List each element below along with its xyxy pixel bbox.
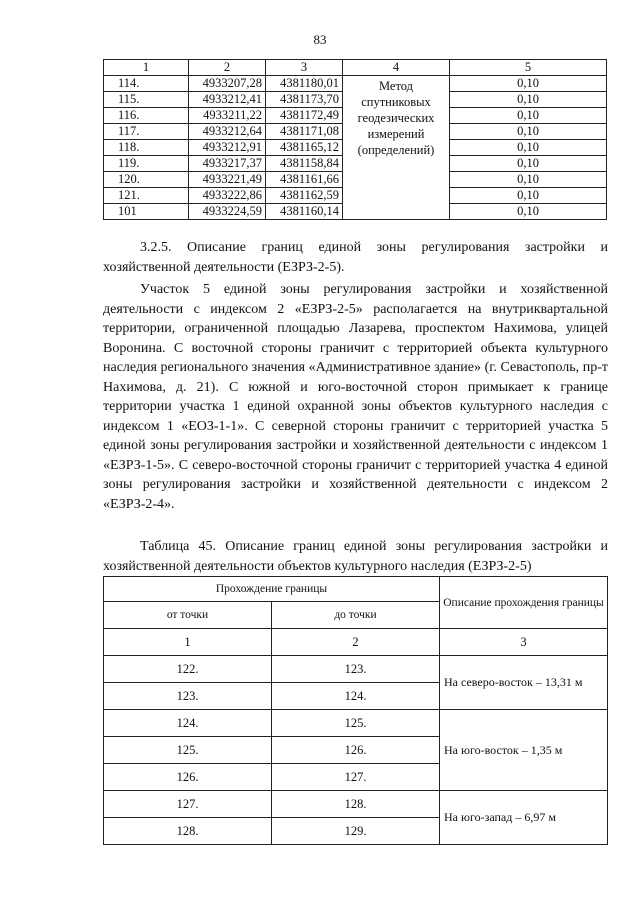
table-row — [104, 656, 608, 683]
table-row — [104, 791, 608, 818]
accuracy: 0,10 — [450, 92, 607, 108]
coord-x: 4933212,91 — [189, 140, 266, 156]
table-header-row — [104, 577, 608, 602]
coord-x: 4933217,37 — [189, 156, 266, 172]
point-number: 117. — [104, 124, 189, 140]
coord-y: 4381171,08 — [266, 124, 343, 140]
boundary-table — [103, 576, 608, 845]
header-num: 1 — [104, 629, 272, 656]
header-cell: 2 — [189, 60, 266, 76]
header-desc: Описание прохождения границы — [440, 577, 608, 629]
accuracy: 0,10 — [450, 172, 607, 188]
from-point: 125. — [104, 737, 272, 764]
coord-y: 4381161,66 — [266, 172, 343, 188]
header-num: 2 — [272, 629, 440, 656]
from-point: 122. — [104, 656, 272, 683]
from-point: 128. — [104, 818, 272, 845]
to-point: 129. — [272, 818, 440, 845]
point-number: 101 — [104, 204, 189, 220]
section-body: Участок 5 единой зоны регулирования застройки и хозяйственной деятельности с индексом 2 «ЕЗРЗ-2-5» располагается на внутриквартальной территории, ограниченной площадью Лазарева, проспектом Нахимова, улицей Воронина. С восточной стороны граничит с территорией объекта культурного наследия регионального значения «Административное здание» (г. Севастополь, пр-т Нахимова, д. 21). С южной и юго-восточной сторон примыкает к границе территории участка 1 единой охранной зоны объектов культурного наследия с индексом 1 «ЕОЗ-1-1». С северной стороны граничит с территорией участка 5 единой зоны регулирования застройки и хозяйственной деятельности с индексом 1 «ЕЗРЗ-1-5». С северо-восточной стороны граничит с территорией участка 4 единой зоны регулирования застройки и хозяйственной деятельности с индексом 2 «ЕЗРЗ-2-4». — [103, 282, 608, 512]
to-point: 124. — [272, 683, 440, 710]
table-number-row — [104, 629, 608, 656]
coord-y: 4381173,70 — [266, 92, 343, 108]
header-pass: Прохождение границы — [104, 577, 440, 602]
from-point: 127. — [104, 791, 272, 818]
coord-y: 4381172,49 — [266, 108, 343, 124]
header-from: от точки — [104, 602, 272, 629]
table-header-row — [104, 60, 607, 76]
accuracy: 0,10 — [450, 76, 607, 92]
accuracy: 0,10 — [450, 124, 607, 140]
coordinates-table — [103, 59, 607, 220]
from-point: 124. — [104, 710, 272, 737]
table-row — [104, 710, 608, 737]
table-caption: Таблица 45. Описание границ единой зоны регулирования застройки и хозяйственной деятельности объектов культурного наследия (ЕЗРЗ-2-5) — [103, 537, 608, 577]
from-point: 126. — [104, 764, 272, 791]
header-num: 3 — [440, 629, 608, 656]
coord-x: 4933207,28 — [189, 76, 266, 92]
boundary-description: На северо-восток – 13,31 м — [440, 656, 608, 710]
header-cell: 1 — [104, 60, 189, 76]
point-number: 116. — [104, 108, 189, 124]
header-cell: 4 — [343, 60, 450, 76]
point-number: 121. — [104, 188, 189, 204]
header-to: до точки — [272, 602, 440, 629]
point-number: 118. — [104, 140, 189, 156]
accuracy: 0,10 — [450, 108, 607, 124]
method-cell: Метод спутниковых геодезических измерений (определений) — [343, 76, 450, 220]
coord-x: 4933224,59 — [189, 204, 266, 220]
section-title: 3.2.5. Описание границ единой зоны регулирования застройки и хозяйственной деятельности (ЕЗРЗ-2-5). — [103, 240, 608, 275]
coord-y: 4381165,12 — [266, 140, 343, 156]
coord-y: 4381162,59 — [266, 188, 343, 204]
coord-x: 4933212,64 — [189, 124, 266, 140]
page-number: 83 — [313, 32, 327, 47]
to-point: 126. — [272, 737, 440, 764]
accuracy: 0,10 — [450, 156, 607, 172]
table-row — [104, 76, 607, 92]
coord-x: 4933211,22 — [189, 108, 266, 124]
to-point: 128. — [272, 791, 440, 818]
coord-x: 4933222,86 — [189, 188, 266, 204]
to-point: 125. — [272, 710, 440, 737]
point-number: 119. — [104, 156, 189, 172]
header-cell: 3 — [266, 60, 343, 76]
from-point: 123. — [104, 683, 272, 710]
point-number: 114. — [104, 76, 189, 92]
boundary-description: На юго-восток – 1,35 м — [440, 710, 608, 791]
coord-y: 4381160,14 — [266, 204, 343, 220]
accuracy: 0,10 — [450, 188, 607, 204]
to-point: 127. — [272, 764, 440, 791]
coord-y: 4381180,01 — [266, 76, 343, 92]
coord-y: 4381158,84 — [266, 156, 343, 172]
accuracy: 0,10 — [450, 204, 607, 220]
boundary-description: На юго-запад – 6,97 м — [440, 791, 608, 845]
header-cell: 5 — [450, 60, 607, 76]
point-number: 115. — [104, 92, 189, 108]
accuracy: 0,10 — [450, 140, 607, 156]
coord-x: 4933212,41 — [189, 92, 266, 108]
to-point: 123. — [272, 656, 440, 683]
coord-x: 4933221,49 — [189, 172, 266, 188]
point-number: 120. — [104, 172, 189, 188]
